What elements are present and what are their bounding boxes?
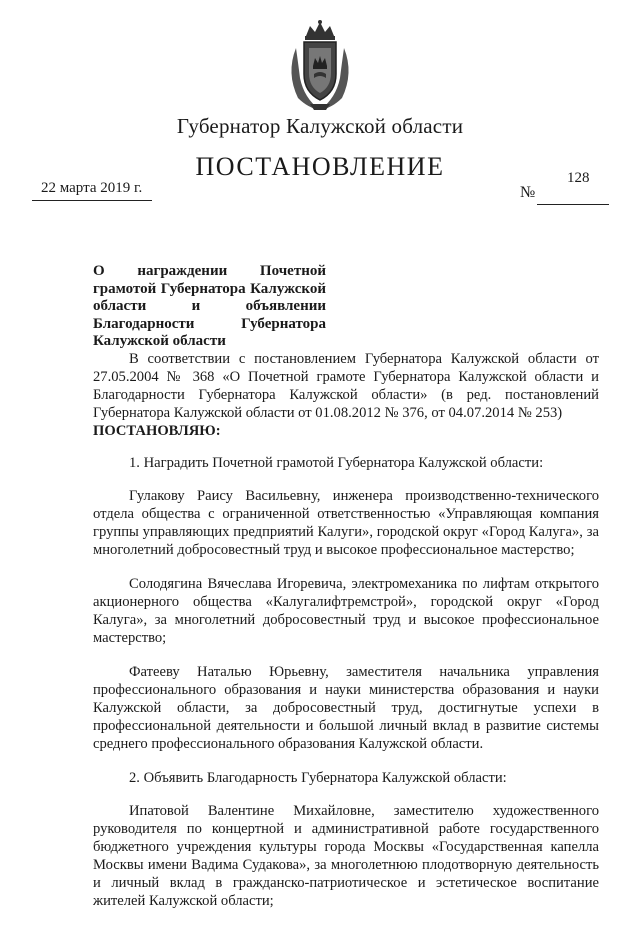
thanks-paragraph-1: Ипатовой Валентине Михайловне, заместителю художественного руководителя по концертной и административной работе государственного бюджетного учреждения культуры города Москвы «Государственная капелла Москвы имени Вадима Судакова», за многолетнюю плодотворную деятельность и личный вклад в гражданско-патриотическое и эстетическое воспитание жителей Калужской области; xyxy=(93,803,599,909)
document-type: ПОСТАНОВЛЕНИЕ xyxy=(195,152,445,181)
governor-title: Губернатор Калужской области xyxy=(176,114,464,138)
item-1-heading: 1. Наградить Почетной грамотой Губернатора Калужской области: xyxy=(129,455,544,471)
document-date: 22 марта 2019 г. xyxy=(41,180,143,196)
award-paragraph-3: Фатееву Наталью Юрьевну, заместителя начальника управления профессионального образования и науки министерства образования и науки Калужской области, за добросовестный труд, достигнутые успехи в профессиональной деятельности и большой личный вклад в развитие системы среднего профессионального образования Калужской области. xyxy=(93,664,599,752)
decree-word: ПОСТАНОВЛЯЮ: xyxy=(93,423,221,439)
number-sign: № xyxy=(520,184,536,201)
award-paragraph-2: Солодягина Вячеслава Игоревича, электромеханика по лифтам открытого акционерного общества «Калугалифтремстрой», городской округ «Город Калуга», за многолетний добросовестный труд и высокое профессиональное мастерство; xyxy=(93,576,599,646)
document-number: 128 xyxy=(567,170,590,186)
award-paragraph-1: Гулакову Раису Васильевну, инженера производственно-технического отдела общества с ограниченной ответственностью «Управляющая компания группы управляющих предприятий Калуги», городской округ «Город Калуга», за многолетний добросовестный труд и высокое профессиональное мастерство; xyxy=(93,488,599,558)
coat-of-arms-icon xyxy=(280,18,360,114)
document-body xyxy=(93,350,599,926)
document-subject: О награждении Почетной грамотой Губернатора Калужской области и объявлении Благодарности Губернатора Калужской области xyxy=(93,263,326,349)
number-underline xyxy=(537,204,609,205)
preamble-paragraph: В соответствии с постановлением Губернатора Калужской области от 27.05.2004 № 368 «О Почетной грамоте Губернатора Калужской области и Благодарности Губернатора Калужской области» (в ред. постановлений Губернатора Калужской области от 01.08.2012 № 376, от 04.07.2014 № 253) xyxy=(93,351,599,421)
item-2-heading: 2. Объявить Благодарность Губернатора Калужской области: xyxy=(129,770,507,786)
date-underline xyxy=(32,200,152,201)
